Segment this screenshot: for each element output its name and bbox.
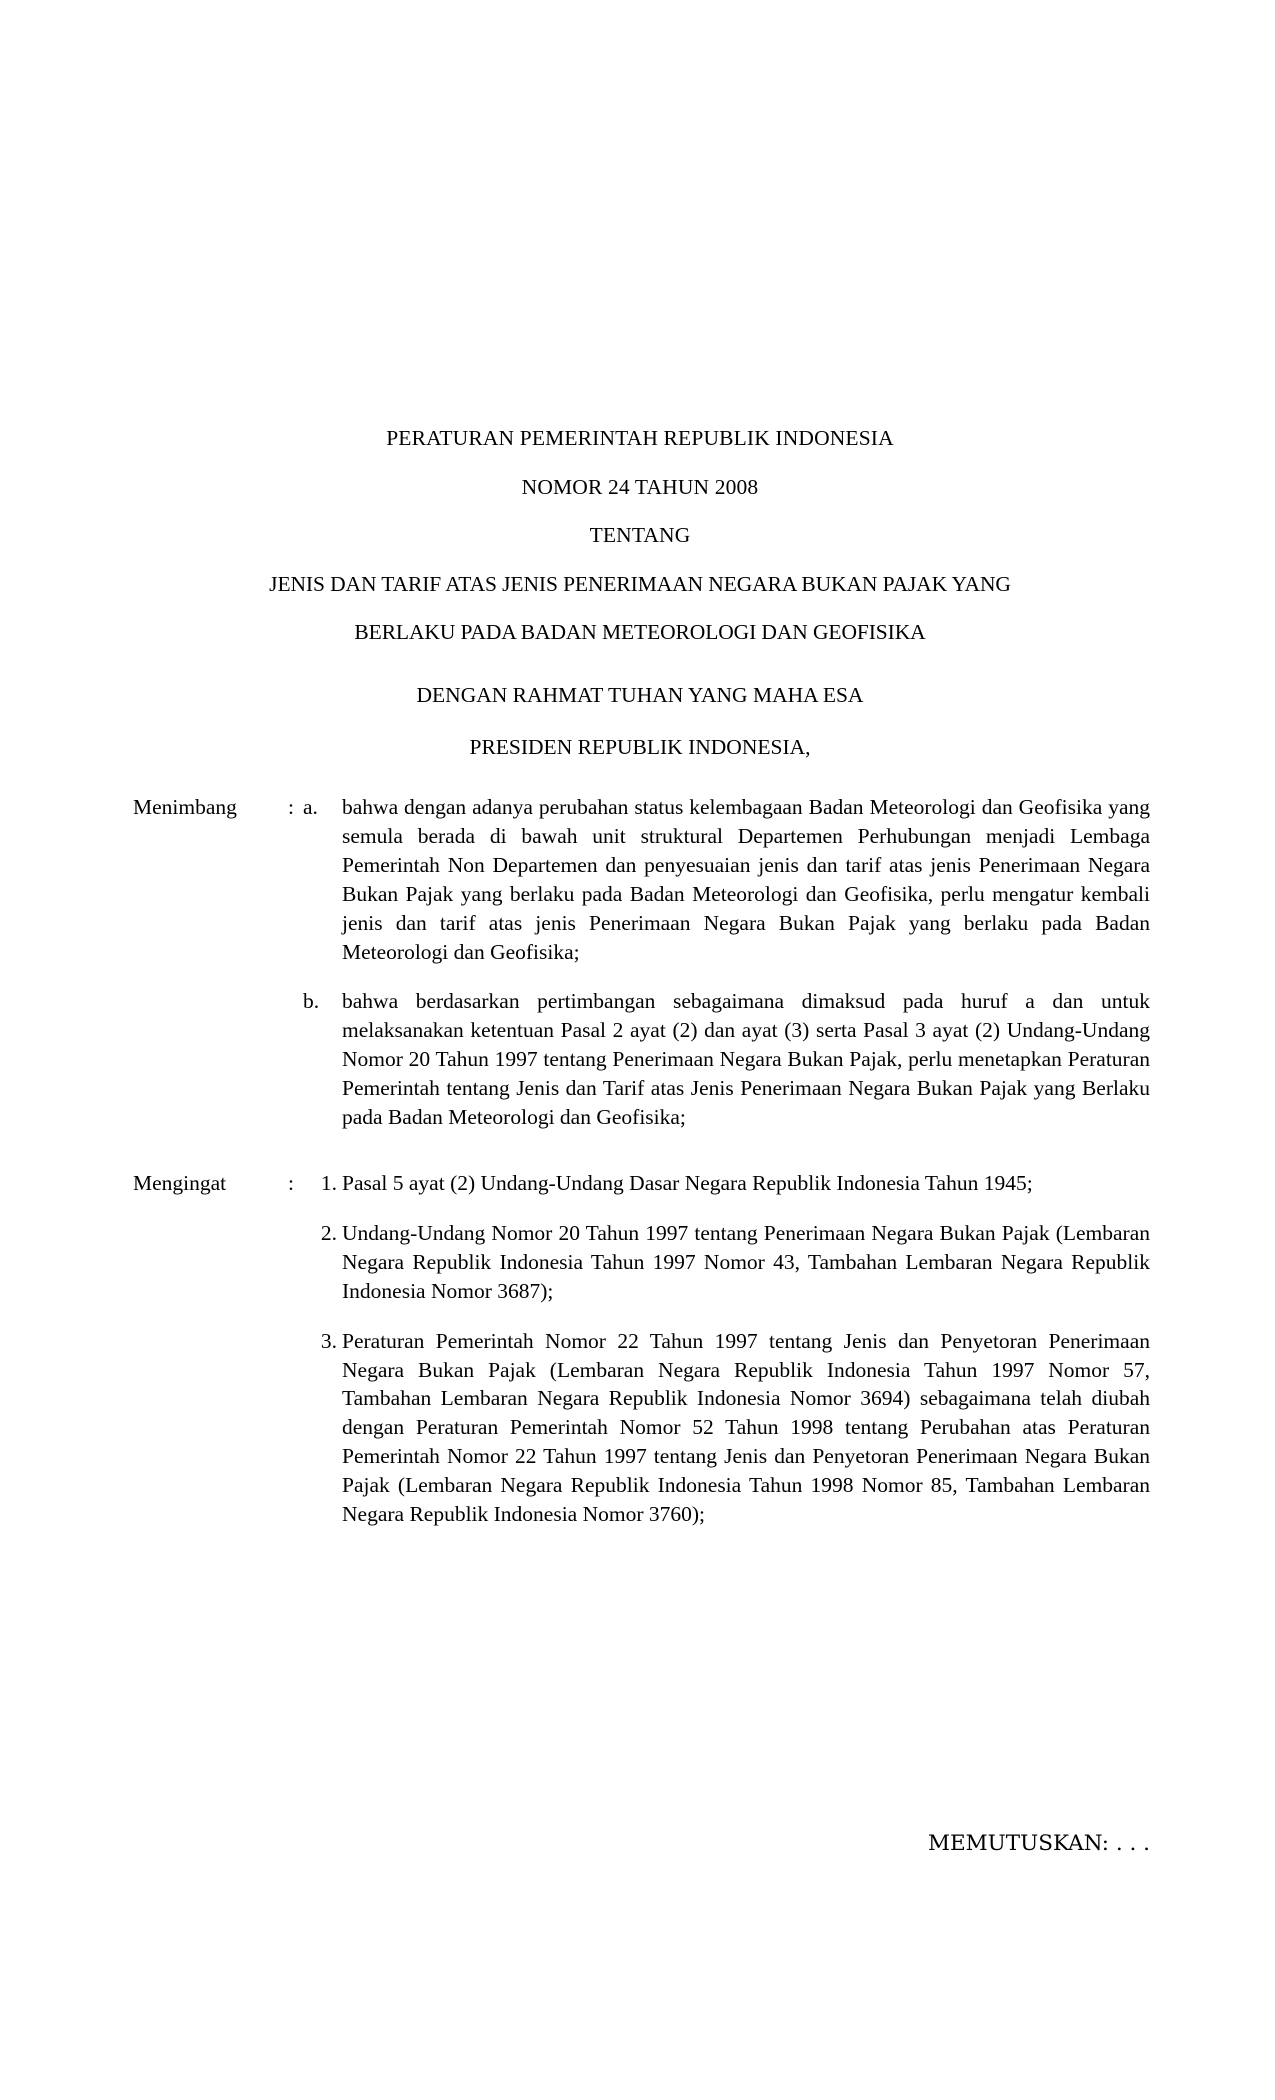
title-line-regulation-type: PERATURAN PEMERINTAH REPUBLIK INDONESIA — [386, 426, 894, 450]
menimbang-marker-b: b. — [303, 989, 320, 1014]
menimbang-item-a — [0, 793, 1275, 966]
mengingat-item-3 — [0, 1327, 1275, 1529]
invocation-line-president: PRESIDEN REPUBLIK INDONESIA, — [469, 734, 811, 759]
title-line-subject-1: JENIS DAN TARIF ATAS JENIS PENERIMAAN NEGARA BUKAN PAJAK YANG — [269, 571, 1011, 596]
title-line-subject-2: BERLAKU PADA BADAN METEOROLOGI DAN GEOFISIKA — [354, 620, 926, 644]
invocation-block — [150, 685, 1130, 758]
page-continuation-note: MEMUTUSKAN: . . . — [927, 1831, 1150, 1856]
menimbang-text-a: bahwa dengan adanya perubahan status kelembagaan Badan Meteorologi dan Geofisika yang semula berada di bawah unit struktural Departemen Perhubungan menjadi Lembaga Pemerintah Non Departemen dan penyesuaian jenis dan tarif atas jenis Penerimaan Negara Bukan Pajak yang berlaku pada Badan Meteorologi dan Geofisika, perlu mengatur kembali jenis dan tarif atas jenis Penerimaan Negara Bukan Pajak yang berlaku pada Badan Meteorologi dan Geofisika; — [342, 795, 1150, 964]
menimbang-item-b — [0, 987, 1275, 1132]
menimbang-text-b: bahwa berdasarkan pertimbangan sebagaimana dimaksud pada huruf a dan untuk melaksanakan ketentuan Pasal 2 ayat (2) dan ayat (3) serta Pasal 3 ayat (2) Undang-Undang Nomor 20 Tahun 1997 tentang Penerimaan Negara Bukan Pajak, perlu menetapkan Peraturan Pemerintah tentang Jenis dan Tarif atas Jenis Penerimaan Negara Bukan Pajak yang Berlaku pada Badan Meteorologi dan Geofisika; — [342, 989, 1150, 1130]
mengingat-text-2: Undang-Undang Nomor 20 Tahun 1997 tentang Penerimaan Negara Bukan Pajak (Lembaran Negara Republik Indonesia Tahun 1997 Nomor 43, Tambahan Lembaran Negara Republik Indonesia Nomor 3687); — [342, 1220, 1150, 1303]
section-menimbang — [0, 793, 1275, 1132]
menimbang-marker-a: a. — [303, 795, 318, 819]
title-line-number: NOMOR 24 TAHUN 2008 — [521, 474, 759, 499]
mengingat-marker-2: 2. — [320, 1220, 337, 1245]
invocation-line-blessing: DENGAN RAHMAT TUHAN YANG MAHA ESA — [416, 683, 864, 707]
menimbang-colon: : — [288, 795, 294, 819]
document-title-block — [150, 428, 1130, 644]
mengingat-item-2 — [0, 1219, 1275, 1306]
mengingat-text-3: Peraturan Pemerintah Nomor 22 Tahun 1997 tentang Jenis dan Penyetoran Penerimaan Negara Bukan Pajak (Lembaran Negara Republik Indonesia Tahun 1997 Nomor 57, Tambahan Lembaran Negara Republik Indonesia Nomor 3694) sebagaimana telah diubah dengan Peraturan Pemerintah Nomor 52 Tahun 1998 tentang Perubahan atas Peraturan Pemerintah Nomor 22 Tahun 1997 tentang Jenis dan Penyetoran Penerimaan Negara Bukan Pajak (Lembaran Negara Republik Indonesia Tahun 1998 Nomor 85, Tambahan Lembaran Negara Republik Indonesia Nomor 3760); — [342, 1328, 1150, 1527]
mengingat-item-1 — [0, 1169, 1275, 1198]
menimbang-label: Menimbang — [133, 795, 237, 819]
mengingat-text-1: Pasal 5 ayat (2) Undang-Undang Dasar Negara Republik Indonesia Tahun 1945; — [342, 1170, 1033, 1195]
mengingat-label: Mengingat — [133, 1170, 227, 1195]
section-mengingat — [0, 1169, 1275, 1529]
mengingat-marker-3: 3. — [320, 1328, 337, 1353]
mengingat-marker-1: 1. — [320, 1170, 337, 1195]
title-line-tentang: TENTANG — [589, 523, 691, 547]
mengingat-colon: : — [288, 1170, 294, 1195]
clauses-container — [0, 793, 1275, 1529]
